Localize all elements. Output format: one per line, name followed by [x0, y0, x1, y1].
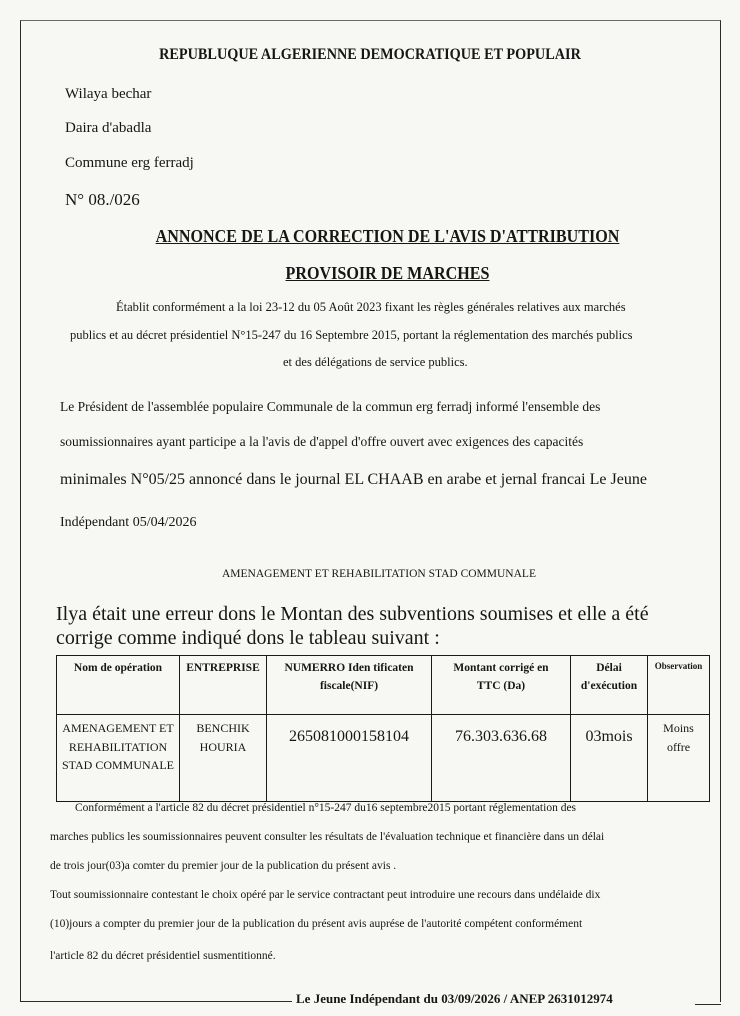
cell-observation-line2: offre	[666, 739, 691, 754]
recourse-line3: l'article 82 du décret présidentiel susmentitionné.	[50, 950, 276, 962]
cell-entreprise-line1: BENCHIK	[196, 721, 250, 735]
cell-operation-line2: REHABILITATION	[68, 739, 168, 754]
frame-bottom-line	[20, 1001, 292, 1002]
header-delai-line1: Délai	[596, 662, 622, 674]
cell-entreprise-line2: HOURIA	[199, 739, 247, 754]
announcement-title-line1: ANNONCE DE LA CORRECTION DE L'AVIS D'ATTRIBUTION	[155, 226, 620, 246]
error-notice-line2: corrige comme indiqué dons le tableau suivant :	[56, 627, 440, 649]
cell-operation	[57, 715, 180, 802]
info-paragraph-line2: soumissionnaires ayant participe a la l'avis de d'appel d'offre ouvert avec exigences des capacités	[60, 434, 584, 449]
table-row	[57, 715, 710, 802]
conformity-line1: Conformément a l'article 82 du décret présidentiel n°15-247 du16 septembre2015 portant réglementation des	[75, 802, 577, 814]
publication-reference: Le Jeune Indépendant du 03/09/2026 / ANEP 2631012974	[296, 991, 613, 1006]
recourse-line1: Tout soumissionnaire contestant le choix opéré par le service contractant peut introduire une recours dans undélaide dix	[50, 889, 601, 901]
legal-basis-line2: publics et au décret présidentiel N°15-247 du 16 Septembre 2015, portant la réglementation des marchés publics	[70, 328, 633, 342]
legal-basis-line3: et des délégations de service publics.	[283, 355, 468, 369]
footer-rule	[695, 1004, 721, 1005]
header-montant	[432, 656, 571, 715]
cell-montant: 76.303.636.68	[432, 715, 571, 802]
country-title: REPUBLUQUE ALGERIENNE DEMOCRATIQUE ET POPULAIR	[159, 46, 581, 63]
header-delai	[571, 656, 648, 715]
cell-observation	[648, 715, 710, 802]
table-header-row	[57, 656, 710, 715]
header-operation: Nom de opération	[57, 656, 180, 715]
header-nif	[267, 656, 432, 715]
commune-label: Commune erg ferradj	[65, 155, 194, 171]
cell-operation-line1: AMENAGEMENT ET	[62, 721, 174, 735]
recourse-line2: (10)jours a compter du premier jour de la publication du présent avis auprése de l'autorité compétent conformément	[50, 918, 583, 930]
attribution-table	[56, 655, 710, 802]
header-nif-line1: NUMERRO Iden tificaten	[284, 662, 414, 674]
header-montant-line2: TTC (Da)	[476, 679, 526, 692]
project-title: AMENAGEMENT ET REHABILITATION STAD COMMUNALE	[222, 568, 536, 580]
header-montant-line1: Montant corrigé en	[453, 662, 549, 674]
announcement-title-line2: PROVISOIR DE MARCHES	[285, 263, 490, 283]
cell-delai: 03mois	[571, 715, 648, 802]
header-nif-line2: fiscale(NIF)	[319, 679, 379, 692]
cell-nif: 265081000158104	[267, 715, 432, 802]
header-entreprise: ENTREPRISE	[180, 656, 267, 715]
reference-number: N° 08./026	[65, 190, 140, 209]
cell-operation-line3: STAD COMMUNALE	[61, 758, 175, 773]
error-notice-line1: Ilya était une erreur dons le Montan des subventions soumises et elle a été	[56, 603, 649, 625]
info-paragraph-line1: Le Président de l'assemblée populaire Communale de la commun erg ferradj informé l'ensemble des	[60, 399, 601, 414]
cell-entreprise	[180, 715, 267, 802]
header-delai-line2: d'exécution	[580, 679, 638, 692]
conformity-line3: de trois jour(03)a comter du premier jour de la publication du présent avis .	[50, 860, 397, 872]
header-observation: Observation	[648, 656, 710, 715]
info-paragraph-line3: minimales N°05/25 annoncé dans le journal EL CHAAB en arabe et jernal francai Le Jeune	[60, 471, 647, 488]
legal-basis-line1: Établit conformément a la loi 23-12 du 05 Août 2023 fixant les règles générales relatives aux marchés	[116, 300, 626, 314]
wilaya-label: Wilaya bechar	[65, 86, 152, 102]
conformity-line2: marches publics les soumissionnaires peuvent consulter les résultats de l'évaluation technique et financière dans un délai	[50, 831, 605, 843]
cell-observation-line1: Moins	[663, 721, 694, 735]
daira-label: Daira d'abadla	[65, 120, 152, 136]
info-paragraph-line4: Indépendant 05/04/2026	[60, 515, 197, 530]
